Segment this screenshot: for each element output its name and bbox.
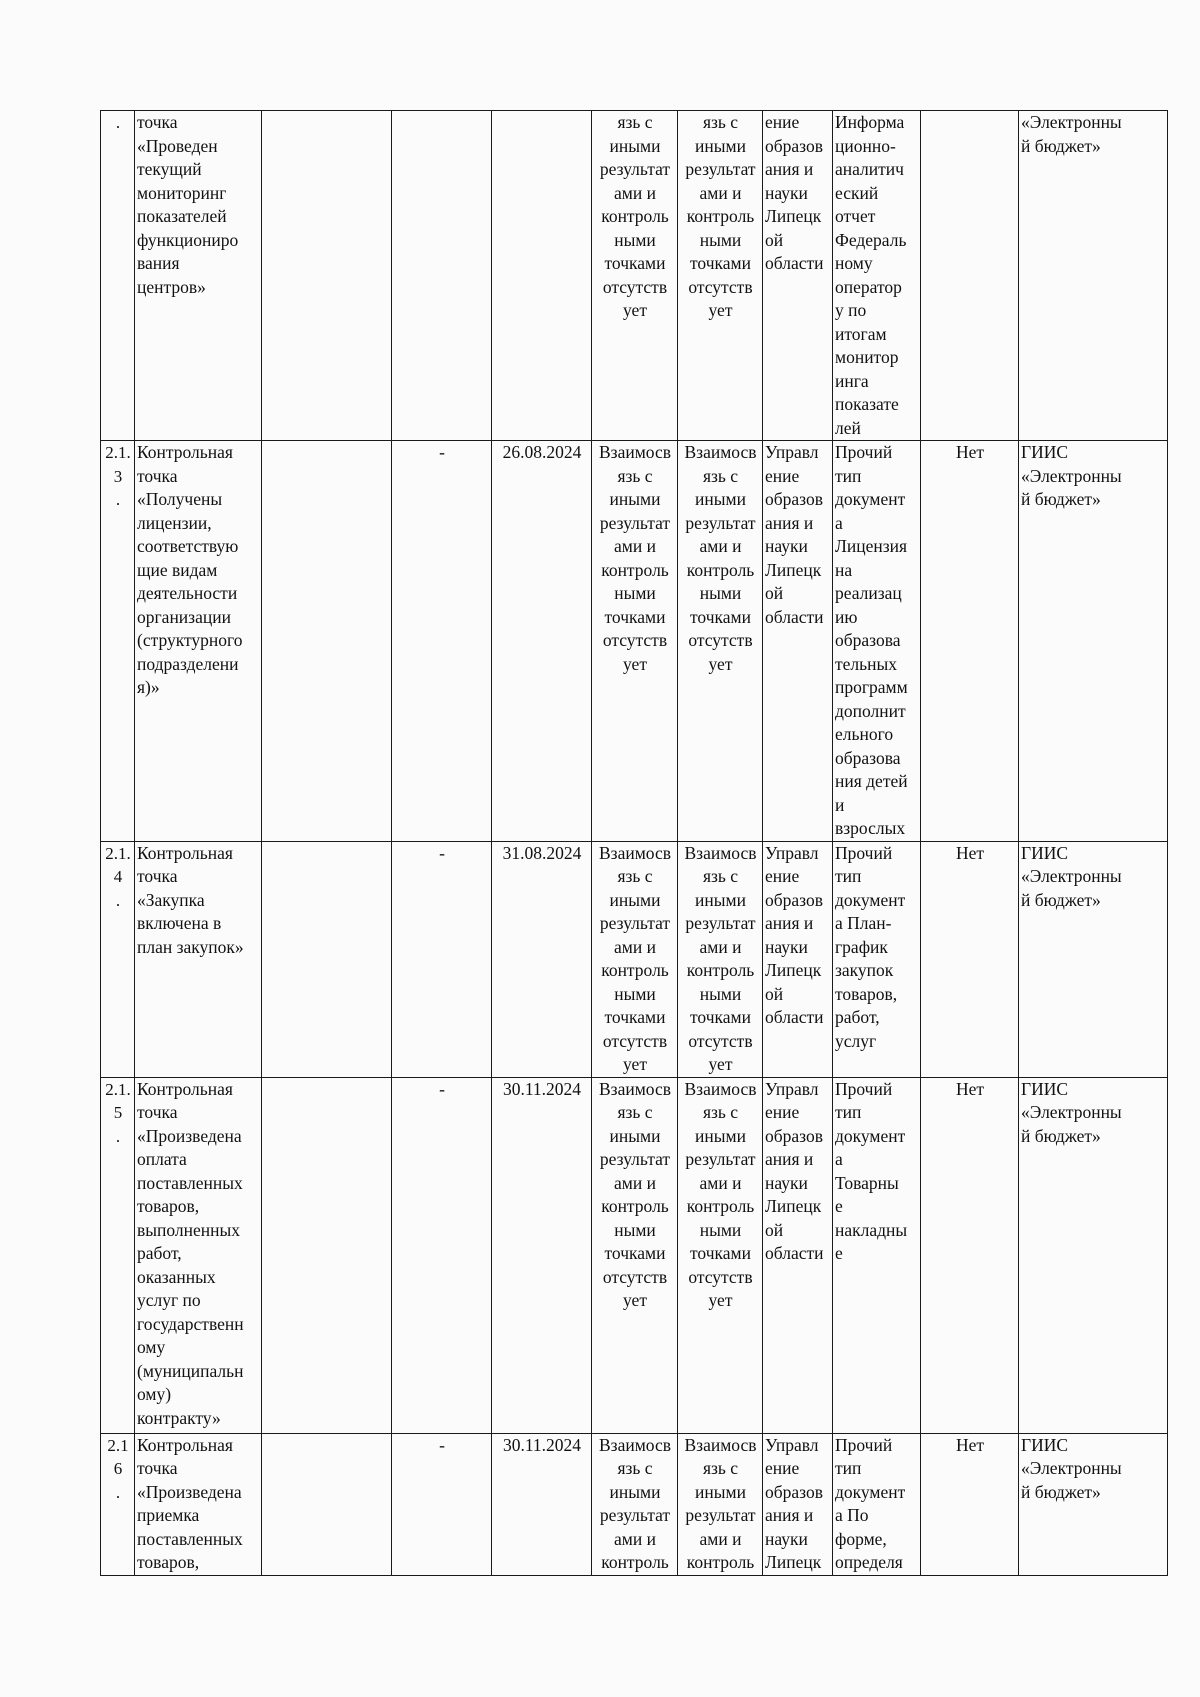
row-number-cell [101,441,135,842]
document-type: Прочий тип документ а По форме, определя [833,1433,921,1575]
responsible-org: ение образов ания и науки Липецк ой области [763,111,833,441]
document-type: Прочий тип документ а План- график закупок товаров, работ, услуг [833,841,921,1077]
empty-cell [262,111,392,441]
responsible-org: Управл ение образов ания и науки Липецк ой области [763,841,833,1077]
control-points-table [100,110,1168,1576]
relation-results-1: язь с иными результат ами и контроль ными точками отсутств ует [592,111,678,441]
table-row [101,111,1168,441]
due-date [492,111,592,441]
row-number-dot: . [115,1126,121,1146]
responsible-org: Управл ение образов ания и науки Липецк ой области [763,441,833,842]
responsible-org: Управл ение образов ания и науки Липецк ой области [763,1077,833,1433]
flag-cell: Нет [921,441,1019,842]
relation-results-2: Взаимосв язь с иными результат ами и контроль ными точками отсутств ует [678,841,763,1077]
row-number-cell [101,111,135,441]
table-row [101,841,1168,1077]
flag-cell [921,111,1019,441]
info-system: ГИИС «Электронны й бюджет» [1019,841,1168,1077]
relation-results-1: Взаимосв язь с иными результат ами и контроль ными точками отсутств ует [592,841,678,1077]
row-number-cell [101,841,135,1077]
dash-cell: - [392,1077,492,1433]
due-date: 30.11.2024 [492,1077,592,1433]
dash-cell [392,111,492,441]
info-system: «Электронны й бюджет» [1019,111,1168,441]
relation-results-2: язь с иными результат ами и контроль ными точками отсутств ует [678,111,763,441]
flag-cell: Нет [921,1077,1019,1433]
due-date: 31.08.2024 [492,841,592,1077]
table-row [101,1077,1168,1433]
document-type: Информа ционно- аналитич еский отчет Федераль ному оператор у по итогам монитор инга показате лей [833,111,921,441]
empty-cell [262,1077,392,1433]
document-type: Прочий тип документ а Лицензия на реализац ию образова тельных программ дополнит ельного образова ния детей и взрослых [833,441,921,842]
empty-cell [262,841,392,1077]
row-number: . [115,113,121,132]
relation-results-1: Взаимосв язь с иными результат ами и контроль [592,1433,678,1575]
info-system: ГИИС «Электронны й бюджет» [1019,1077,1168,1433]
relation-results-2: Взаимосв язь с иными результат ами и контроль [678,1433,763,1575]
due-date: 30.11.2024 [492,1433,592,1575]
row-number: 2.1.4 [105,843,131,886]
control-point-name: Контрольная точка «Произведена приемка поставленных товаров, [135,1433,262,1575]
relation-results-1: Взаимосв язь с иными результат ами и контроль ными точками отсутств ует [592,1077,678,1433]
row-number-dot: . [115,490,121,509]
row-number-cell [101,1077,135,1433]
table-row [101,1433,1168,1575]
info-system: ГИИС «Электронны й бюджет» [1019,441,1168,842]
flag-cell: Нет [921,841,1019,1077]
row-number: 2.1.3 [105,443,131,486]
control-point-name: точка «Проведен текущий мониторинг показателей функциониро вания центров» [135,111,262,441]
row-number: 2.1 6 [107,1435,129,1478]
relation-results-2: Взаимосв язь с иными результат ами и контроль ными точками отсутств ует [678,441,763,842]
info-system: ГИИС «Электронны й бюджет» [1019,1433,1168,1575]
dash-cell: - [392,841,492,1077]
row-number-dot: . [115,890,121,910]
flag-cell: Нет [921,1433,1019,1575]
control-point-name: Контрольная точка «Получены лицензии, соответствую щие видам деятельности организации (структурного подразделени я)» [135,441,262,842]
due-date: 26.08.2024 [492,441,592,842]
dash-cell: - [392,441,492,842]
document-type: Прочий тип документ а Товарны е накладны е [833,1077,921,1433]
empty-cell [262,1433,392,1575]
control-point-name: Контрольная точка «Закупка включена в план закупок» [135,841,262,1077]
row-number: 2.1.5 [105,1079,131,1122]
row-number-cell [101,1433,135,1575]
relation-results-2: Взаимосв язь с иными результат ами и контроль ными точками отсутств ует [678,1077,763,1433]
control-point-name: Контрольная точка «Произведена оплата поставленных товаров, выполненных работ, оказанных услуг по государственн ому (муниципальн ому) контракту» [135,1077,262,1433]
row-number-dot: . [115,1482,121,1502]
empty-cell [262,441,392,842]
relation-results-1: Взаимосв язь с иными результат ами и контроль ными точками отсутств ует [592,441,678,842]
responsible-org: Управл ение образов ания и науки Липецк [763,1433,833,1575]
dash-cell: - [392,1433,492,1575]
table-row [101,441,1168,842]
